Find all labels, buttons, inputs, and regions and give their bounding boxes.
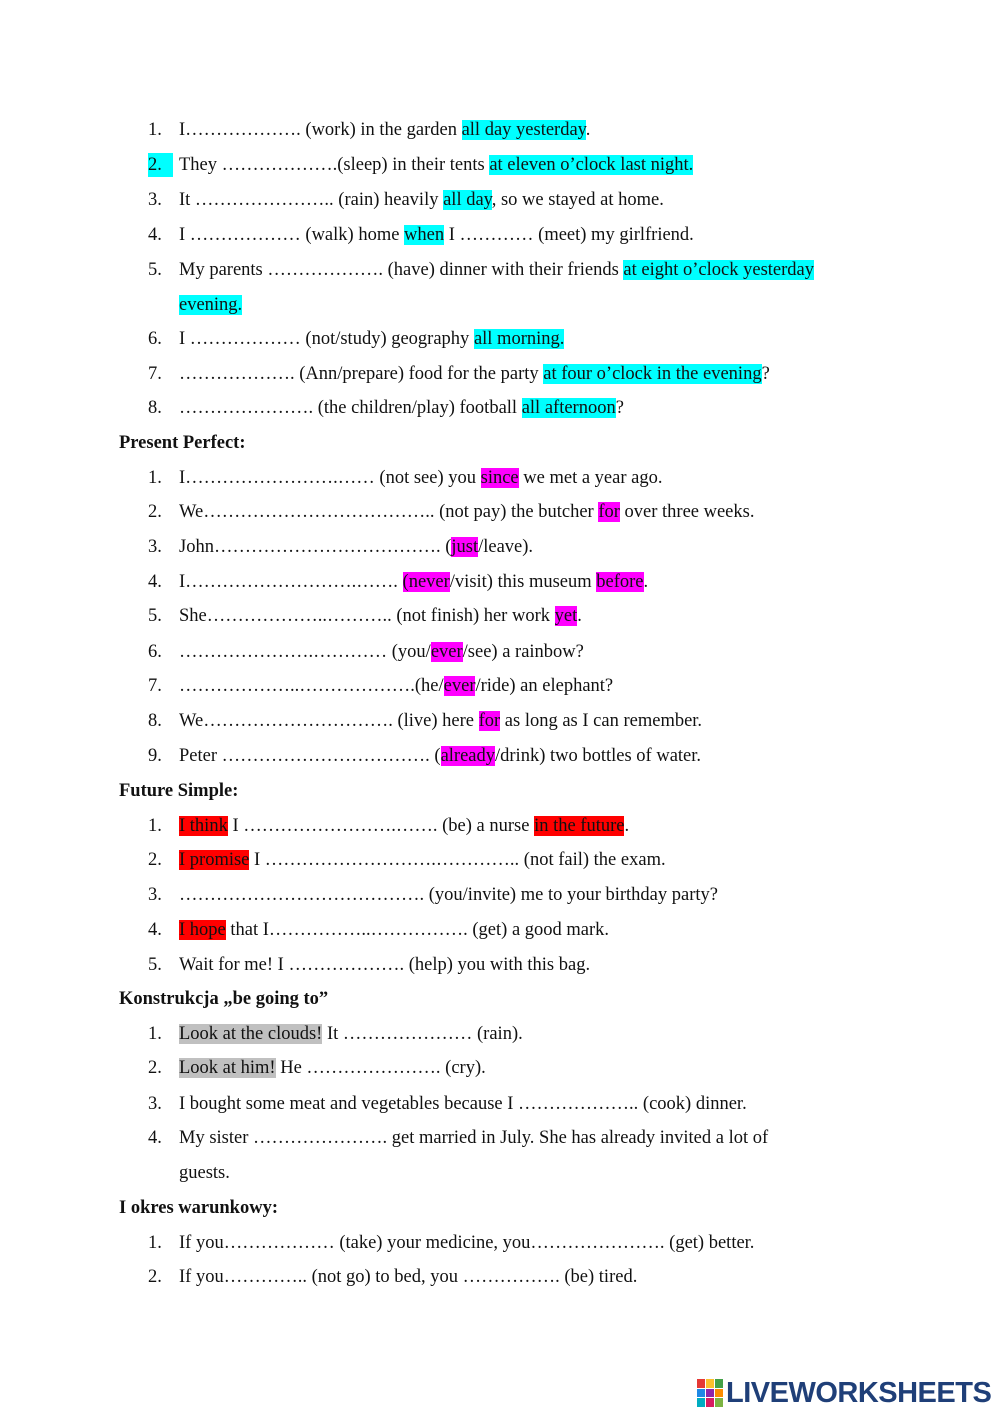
highlighted-phrase: I promise [179, 850, 250, 870]
sentence-text: I bought some meat and vegetables because I ……………….. (cook) dinner. [179, 1094, 747, 1114]
highlighted-phrase: in the future [534, 816, 625, 836]
sentence-text: I………………. (work) in the garden [179, 120, 462, 140]
sentence-text: /ride) an elephant? [475, 676, 614, 696]
exercise-sentence [179, 953, 590, 977]
highlighted-phrase: ever [443, 676, 476, 696]
exercise-sentence [179, 1022, 523, 1046]
highlighted-phrase: already [440, 746, 495, 766]
highlighted-phrase: all day [443, 190, 492, 210]
exercise-number: 1. [148, 468, 162, 488]
highlighted-phrase: just [451, 537, 479, 557]
sentence-text: Wait for me! I ………………. (help) you with this bag. [179, 955, 591, 975]
exercise-number: 5. [148, 606, 162, 626]
exercise-sentence [179, 258, 814, 282]
exercise-sentence [179, 500, 754, 524]
exercise-sentence [179, 396, 624, 420]
exercise-number: 3. [148, 537, 162, 557]
highlighted-phrase: when [404, 225, 445, 245]
sentence-text: over three weeks. [619, 502, 755, 522]
exercise-number: 3. [148, 1094, 162, 1114]
sentence-text: guests. [179, 1163, 230, 1183]
sentence-text: ? [761, 364, 770, 384]
liveworksheets-logo [697, 1376, 991, 1410]
sentence-text: I……………………….……. [179, 572, 403, 592]
sentence-text: . [624, 816, 630, 836]
highlighted-phrase: before [596, 572, 644, 592]
sentence-text: we met a year ago. [518, 468, 663, 488]
sentence-text: ………………. (Ann/prepare) food for the party [179, 364, 544, 384]
exercise-sentence [179, 327, 564, 351]
sentence-text: , so we stayed at home. [491, 190, 664, 210]
section5-heading: I okres warunkowy: [119, 1198, 278, 1218]
highlighted-phrase: at eight o’clock yesterday [623, 260, 814, 280]
highlighted-phrase: I hope [179, 920, 226, 940]
highlighted-phrase: yet [554, 606, 578, 626]
exercise-number: 1. [148, 1024, 162, 1044]
highlighted-phrase: evening. [179, 295, 243, 315]
exercise-sentence [179, 918, 609, 942]
sentence-text: I ……………… (not/study) geography [179, 329, 474, 349]
exercise-number: 3. [148, 190, 162, 210]
sentence-text: that I……………..……………. (get) a good mark. [225, 920, 610, 940]
exercise-number: 5. [148, 955, 162, 975]
highlighted-phrase: all day yesterday [461, 120, 586, 140]
sentence-text: It ………………….. (rain) heavily [179, 190, 444, 210]
exercise-sentence [179, 1231, 754, 1255]
highlighted-phrase: I think [179, 816, 228, 836]
highlighted-phrase: all morning. [473, 329, 565, 349]
exercise-number: 4. [148, 1128, 162, 1148]
sentence-text: I ……………………….………….. (not fail) the exam. [249, 850, 666, 870]
exercise-sentence [179, 709, 702, 733]
exercise-sentence [179, 883, 718, 907]
sentence-text: I…………………….…… (not see) you [179, 468, 481, 488]
sentence-text: /see) a rainbow? [462, 642, 584, 662]
sentence-text: …………………………………. (you/invite) me to your birthday party? [179, 885, 718, 905]
sentence-text: ………………….………… (you/ [179, 642, 431, 662]
exercise-number: 4. [148, 920, 162, 940]
sentence-text: I ………… (meet) my girlfriend. [444, 225, 694, 245]
highlighted-phrase: since [480, 468, 519, 488]
exercise-sentence [179, 153, 693, 177]
sentence-text: /drink) two bottles of water. [495, 746, 702, 766]
section3-heading: Future Simple: [119, 781, 239, 801]
exercise-sentence [179, 362, 770, 386]
highlighted-phrase: (never [402, 572, 450, 592]
exercise-number: 2. [148, 1267, 162, 1287]
sentence-text: /visit) this museum [449, 572, 597, 592]
highlighted-phrase: all afternoon [521, 398, 616, 418]
exercise-number: 1. [148, 816, 162, 836]
exercise-sentence [179, 604, 582, 628]
exercise-number: 8. [148, 398, 162, 418]
exercise-sentence [179, 223, 694, 247]
exercise-number: 2. [148, 1058, 162, 1078]
sentence-text: as long as I can remember. [500, 711, 703, 731]
sentence-text: She………………..……….. (not finish) her work [179, 606, 555, 626]
exercise-sentence [179, 640, 584, 664]
sentence-text: . [585, 120, 591, 140]
exercise-number: 1. [148, 1233, 162, 1253]
exercise-sentence [179, 674, 613, 698]
exercise-number: 2. [148, 850, 162, 870]
highlighted-phrase: for [478, 711, 501, 731]
exercise-number: 4. [148, 225, 162, 245]
exercise-sentence [179, 848, 666, 872]
exercise-number: 1. [148, 120, 162, 140]
exercise-sentence [179, 188, 664, 212]
exercise-sentence [179, 1126, 768, 1150]
exercise-sentence [179, 1092, 747, 1116]
sentence-text: …………………. (the children/play) football [179, 398, 522, 418]
exercise-sentence [179, 570, 648, 594]
sentence-text: If you……………… (take) your medicine, you…………………. (get) better. [179, 1233, 755, 1253]
highlighted-phrase: for [598, 502, 620, 522]
exercise-number: 5. [148, 260, 162, 280]
liveworksheets-logo-icon [697, 1379, 723, 1407]
sentence-text: I ……………… (walk) home [179, 225, 405, 245]
highlighted-phrase: at four o’clock in the evening [543, 364, 762, 384]
exercise-number: 6. [148, 642, 162, 662]
exercise-number: 4. [148, 572, 162, 592]
exercise-number: 2. [148, 502, 162, 522]
sentence-text: ………………..……………….(he/ [179, 676, 444, 696]
section2-heading: Present Perfect: [119, 433, 246, 453]
exercise-sentence [179, 1056, 486, 1080]
exercise-number: 2. [148, 153, 173, 177]
exercise-number: 7. [148, 364, 162, 384]
exercise-number: 9. [148, 746, 162, 766]
sentence-text: They ……………….(sleep) in their tents [179, 155, 490, 175]
sentence-text: John………………………………. ( [179, 537, 452, 557]
highlighted-phrase: Look at him! [179, 1058, 276, 1078]
sentence-text: My sister …………………. get married in July. She has already invited a lot of [179, 1128, 769, 1148]
exercise-sentence [179, 118, 590, 142]
exercise-number: 7. [148, 676, 162, 696]
sentence-text: We…………………………. (live) here [179, 711, 479, 731]
sentence-text: We……………………………….. (not pay) the butcher [179, 502, 599, 522]
sentence-text: . [643, 572, 649, 592]
highlighted-phrase: at eleven o’clock last night. [489, 155, 694, 175]
sentence-text: Peter ……………………………. ( [179, 746, 441, 766]
sentence-text: . [577, 606, 582, 626]
highlighted-phrase: ever [430, 642, 463, 662]
sentence-text: My parents ………………. (have) dinner with their friends [179, 260, 624, 280]
exercise-sentence [179, 1161, 230, 1185]
exercise-sentence [179, 814, 629, 838]
logo-text: LIVEWORKSHEETS [726, 1376, 992, 1409]
exercise-number: 8. [148, 711, 162, 731]
sentence-text: If you………….. (not go) to bed, you ……………. (be) tired. [179, 1267, 638, 1287]
sentence-text: He …………………. (cry). [275, 1058, 486, 1078]
exercise-sentence [179, 744, 701, 768]
sentence-text: It ………………… (rain). [322, 1024, 523, 1044]
exercise-number: 6. [148, 329, 162, 349]
exercise-sentence [179, 1265, 637, 1289]
highlighted-phrase: Look at the clouds! [179, 1024, 323, 1044]
sentence-text: /leave). [478, 537, 534, 557]
sentence-text: I …………………….……. (be) a nurse [227, 816, 535, 836]
exercise-sentence [179, 535, 533, 559]
exercise-sentence [179, 466, 662, 490]
exercise-sentence [179, 293, 242, 317]
exercise-number: 3. [148, 885, 162, 905]
section4-heading: Konstrukcja „be going to” [119, 989, 329, 1009]
sentence-text: ? [615, 398, 624, 418]
